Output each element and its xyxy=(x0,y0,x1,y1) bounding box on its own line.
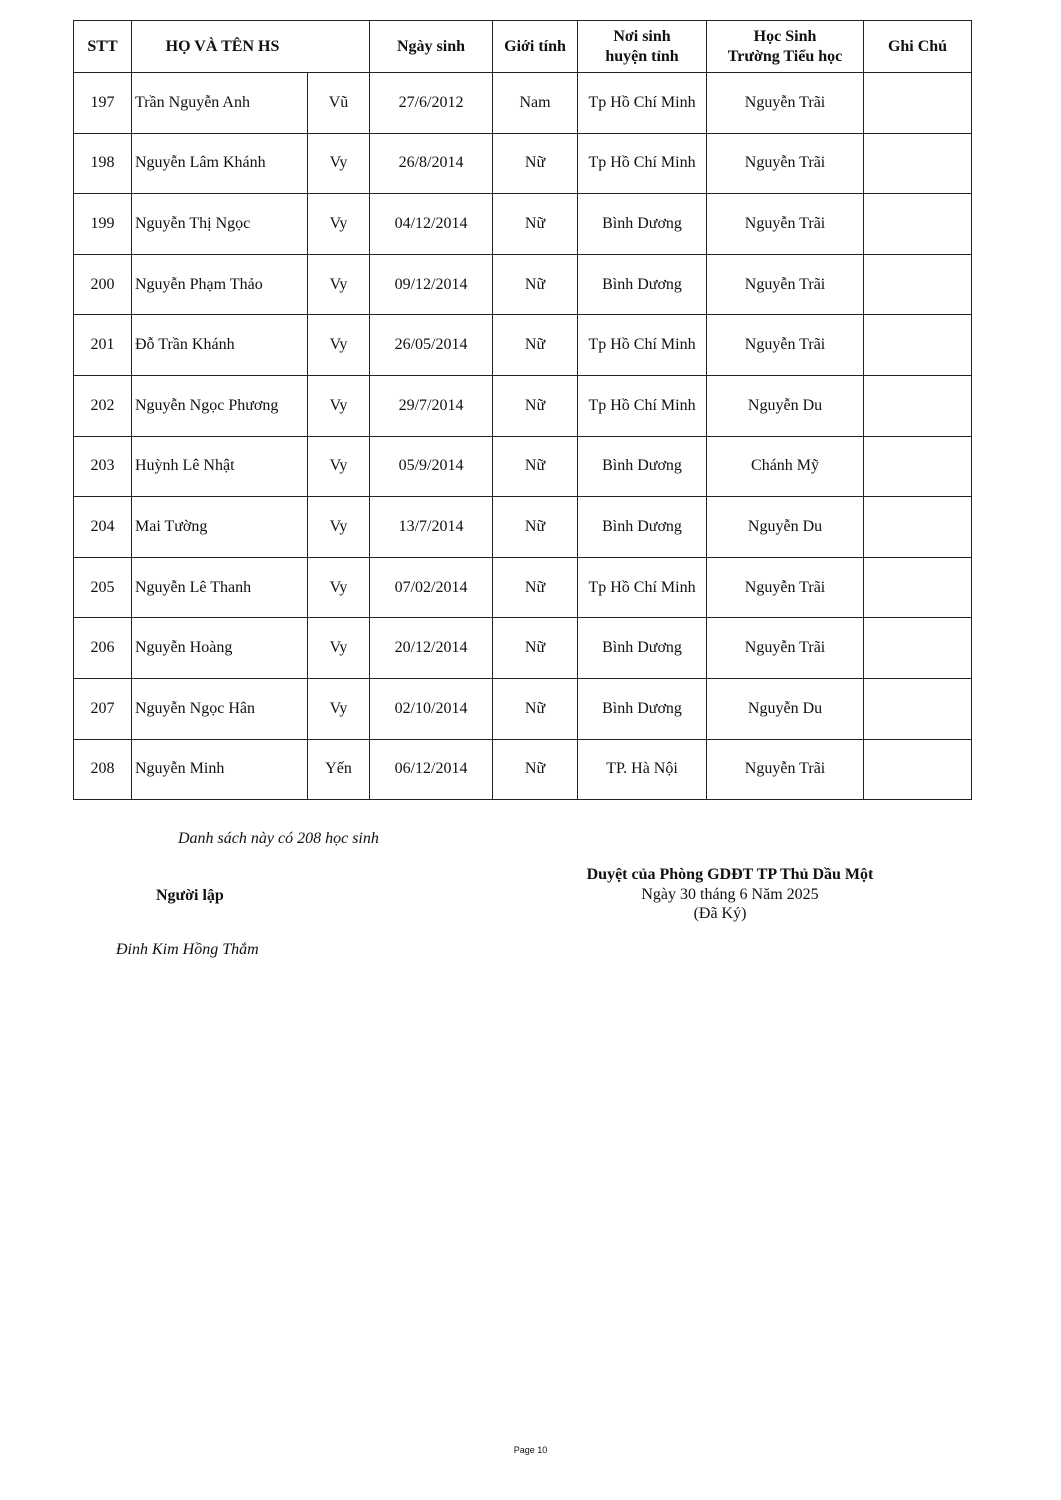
cell-gender: Nữ xyxy=(493,497,578,558)
cell-given-name: Vũ xyxy=(308,73,370,134)
table-row xyxy=(74,557,972,618)
cell-birthplace: Tp Hồ Chí Minh xyxy=(578,133,707,194)
cell-school: Nguyễn Trãi xyxy=(707,739,864,800)
cell-given-name: Vy xyxy=(308,133,370,194)
cell-note xyxy=(864,315,972,376)
cell-stt: 208 xyxy=(74,739,132,800)
table-header-row xyxy=(74,21,972,73)
cell-birthplace: TP. Hà Nội xyxy=(578,739,707,800)
table-row xyxy=(74,315,972,376)
cell-gender: Nữ xyxy=(493,557,578,618)
header-birthplace-line1: Nơi sinh xyxy=(613,27,671,45)
cell-gender: Nữ xyxy=(493,436,578,497)
cell-birthplace: Bình Dương xyxy=(578,194,707,255)
cell-note xyxy=(864,194,972,255)
table-row xyxy=(74,618,972,679)
header-school xyxy=(707,21,864,73)
cell-given-name: Vy xyxy=(308,194,370,255)
header-birthplace xyxy=(578,21,707,73)
cell-gender: Nữ xyxy=(493,133,578,194)
cell-school: Nguyễn Du xyxy=(707,497,864,558)
header-note: Ghi Chú xyxy=(864,21,972,73)
cell-birthplace: Bình Dương xyxy=(578,618,707,679)
preparer-name: Đinh Kim Hồng Thắm xyxy=(116,941,259,958)
cell-dob: 26/8/2014 xyxy=(370,133,493,194)
cell-note xyxy=(864,497,972,558)
table-row xyxy=(74,375,972,436)
cell-note xyxy=(864,254,972,315)
cell-dob: 20/12/2014 xyxy=(370,618,493,679)
cell-birthplace: Tp Hồ Chí Minh xyxy=(578,315,707,376)
cell-dob: 09/12/2014 xyxy=(370,254,493,315)
student-roster-table xyxy=(73,20,972,800)
cell-school: Nguyễn Trãi xyxy=(707,133,864,194)
cell-note xyxy=(864,557,972,618)
cell-gender: Nữ xyxy=(493,678,578,739)
cell-stt: 206 xyxy=(74,618,132,679)
cell-birthplace: Tp Hồ Chí Minh xyxy=(578,557,707,618)
cell-dob: 06/12/2014 xyxy=(370,739,493,800)
cell-given-name: Vy xyxy=(308,375,370,436)
approval-date: Ngày 30 tháng 6 Năm 2025 xyxy=(641,886,819,903)
cell-given-name: Vy xyxy=(308,618,370,679)
header-name-text: HỌ VÀ TÊN HS xyxy=(165,37,280,55)
header-birthplace-line2: huyện tỉnh xyxy=(605,47,679,65)
cell-stt: 204 xyxy=(74,497,132,558)
cell-birthplace: Bình Dương xyxy=(578,436,707,497)
cell-dob: 02/10/2014 xyxy=(370,678,493,739)
table-row xyxy=(74,254,972,315)
cell-school: Nguyễn Trãi xyxy=(707,315,864,376)
approval-status: (Đã Ký) xyxy=(693,905,747,922)
cell-school: Nguyễn Trãi xyxy=(707,194,864,255)
table-row xyxy=(74,133,972,194)
cell-dob: 26/05/2014 xyxy=(370,315,493,376)
cell-dob: 13/7/2014 xyxy=(370,497,493,558)
table-row xyxy=(74,497,972,558)
cell-dob: 29/7/2014 xyxy=(370,375,493,436)
header-name xyxy=(132,21,370,73)
cell-birthplace: Bình Dương xyxy=(578,254,707,315)
cell-school: Nguyễn Trãi xyxy=(707,618,864,679)
cell-surname: Mai Tường xyxy=(132,497,308,558)
cell-surname: Nguyễn Ngọc Phương xyxy=(132,375,308,436)
table-row xyxy=(74,739,972,800)
cell-school: Chánh Mỹ xyxy=(707,436,864,497)
table-row xyxy=(74,436,972,497)
cell-given-name: Yến xyxy=(308,739,370,800)
cell-gender: Nữ xyxy=(493,739,578,800)
table-row xyxy=(74,73,972,134)
cell-surname: Nguyễn Lê Thanh xyxy=(132,557,308,618)
cell-school: Nguyễn Trãi xyxy=(707,557,864,618)
cell-stt: 203 xyxy=(74,436,132,497)
cell-birthplace: Bình Dương xyxy=(578,497,707,558)
cell-birthplace: Tp Hồ Chí Minh xyxy=(578,375,707,436)
cell-stt: 200 xyxy=(74,254,132,315)
table-body xyxy=(74,73,972,800)
cell-surname: Nguyễn Phạm Thảo xyxy=(132,254,308,315)
cell-surname: Đỗ Trần Khánh xyxy=(132,315,308,376)
header-dob: Ngày sinh xyxy=(370,21,493,73)
table-row xyxy=(74,194,972,255)
cell-surname: Nguyễn Hoàng xyxy=(132,618,308,679)
summary-text: Danh sách này có 208 học sinh xyxy=(178,830,379,847)
cell-given-name: Vy xyxy=(308,436,370,497)
cell-birthplace: Tp Hồ Chí Minh xyxy=(578,73,707,134)
cell-given-name: Vy xyxy=(308,254,370,315)
cell-surname: Trần Nguyễn Anh xyxy=(132,73,308,134)
cell-surname: Nguyễn Thị Ngọc xyxy=(132,194,308,255)
cell-dob: 27/6/2012 xyxy=(370,73,493,134)
header-gender: Giới tính xyxy=(493,21,578,73)
cell-note xyxy=(864,73,972,134)
cell-given-name: Vy xyxy=(308,678,370,739)
cell-school: Nguyễn Du xyxy=(707,375,864,436)
cell-stt: 205 xyxy=(74,557,132,618)
cell-stt: 199 xyxy=(74,194,132,255)
cell-note xyxy=(864,133,972,194)
cell-school: Nguyễn Du xyxy=(707,678,864,739)
cell-surname: Nguyễn Minh xyxy=(132,739,308,800)
cell-school: Nguyễn Trãi xyxy=(707,254,864,315)
cell-school: Nguyễn Trãi xyxy=(707,73,864,134)
cell-stt: 197 xyxy=(74,73,132,134)
header-school-line1: Học Sinh xyxy=(753,27,817,45)
preparer-title: Người lập xyxy=(156,887,224,904)
cell-surname: Huỳnh Lê Nhật xyxy=(132,436,308,497)
cell-gender: Nam xyxy=(493,73,578,134)
cell-stt: 198 xyxy=(74,133,132,194)
cell-note xyxy=(864,678,972,739)
cell-surname: Nguyễn Ngọc Hân xyxy=(132,678,308,739)
header-stt: STT xyxy=(74,21,132,73)
cell-stt: 201 xyxy=(74,315,132,376)
cell-given-name: Vy xyxy=(308,497,370,558)
header-school-line2: Trường Tiểu học xyxy=(727,47,843,65)
cell-note xyxy=(864,618,972,679)
cell-given-name: Vy xyxy=(308,315,370,376)
cell-gender: Nữ xyxy=(493,315,578,376)
cell-gender: Nữ xyxy=(493,618,578,679)
cell-stt: 202 xyxy=(74,375,132,436)
cell-given-name: Vy xyxy=(308,557,370,618)
cell-note xyxy=(864,436,972,497)
cell-surname: Nguyễn Lâm Khánh xyxy=(132,133,308,194)
cell-birthplace: Bình Dương xyxy=(578,678,707,739)
cell-gender: Nữ xyxy=(493,254,578,315)
cell-stt: 207 xyxy=(74,678,132,739)
cell-dob: 04/12/2014 xyxy=(370,194,493,255)
cell-gender: Nữ xyxy=(493,194,578,255)
cell-note xyxy=(864,375,972,436)
cell-dob: 07/02/2014 xyxy=(370,557,493,618)
page-number: Page 10 xyxy=(513,1445,548,1455)
cell-gender: Nữ xyxy=(493,375,578,436)
approval-title: Duyệt của Phòng GDĐT TP Thủ Dầu Một xyxy=(586,866,874,883)
cell-note xyxy=(864,739,972,800)
table-row xyxy=(74,678,972,739)
cell-dob: 05/9/2014 xyxy=(370,436,493,497)
